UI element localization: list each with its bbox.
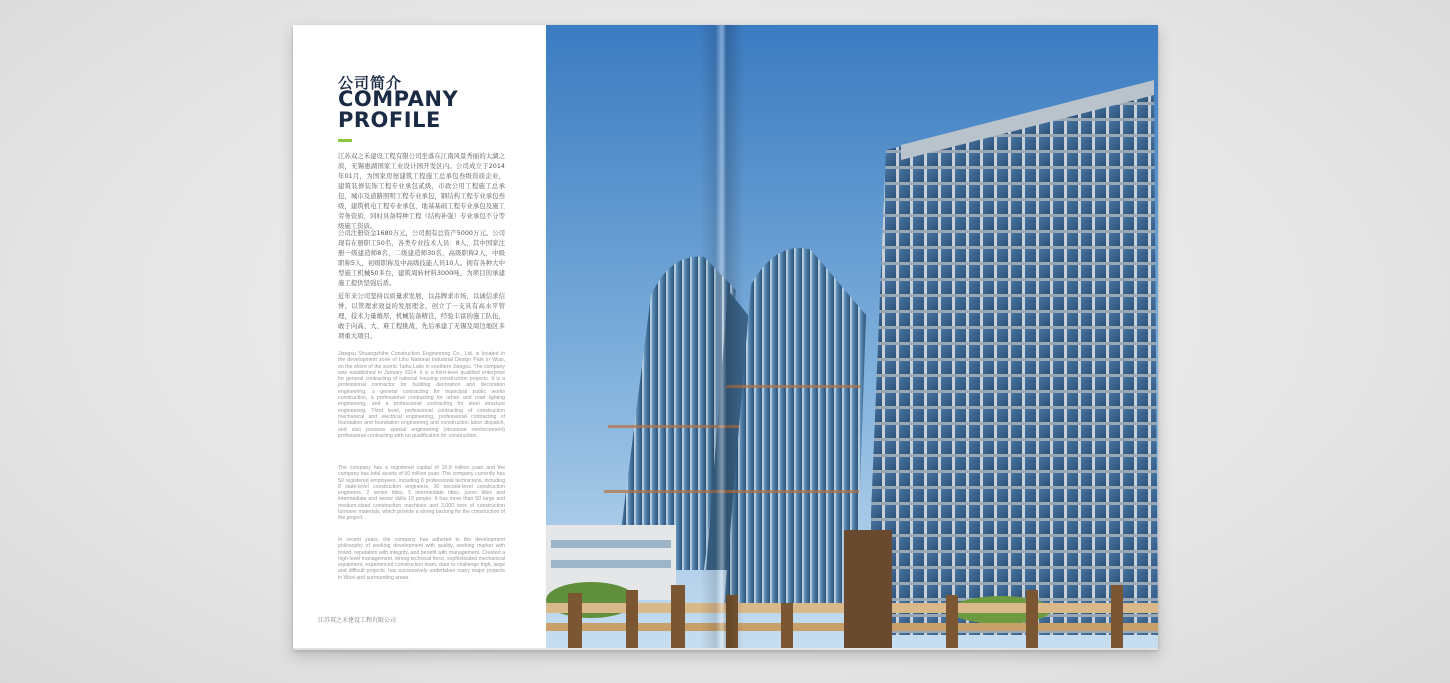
cn-paragraph-1: 江苏双之禾建设工程有限公司坐落在江南风景秀丽的太湖之滨，无锡惠湖国家工业设计园开发区内。公司成立于2014年01月，为国家房屋建筑工程施工总承包叁级资质企业，建筑装修装饰工程专业承包贰级，市政公用工程施工总承包，城市及道路照明工程专业承包，钢结构工程专业承包叁级，建筑机电工程专业承包，地基基础工程专业承包及施工劳务资质，同时具备特种工程（结构补强）专业承包不分等级施工资质。	[338, 152, 505, 230]
building-photo	[546, 25, 1158, 648]
title-english	[338, 89, 458, 131]
accent-bar	[338, 139, 352, 142]
cityscape-illustration	[546, 25, 1158, 648]
en-paragraph-1: Jiangsu Shuangzhihe Construction Engineering Co., Ltd. is located in the development zone of Lihu National Industrial Design Park in Wuxi, on the shore of the scenic Taihu Lake in southern Jiangsu. The company was established in January 2014. It is a third-level qualified enterprise for general contracting of national housing construction projects. It is a professional contractor for building decoration and decoration engineering, a general contracting for municipal public works construction, a professional contracting for urban and road lighting engineering, and a professional contracting for steel structure engineering. Third level, professional contracting of construction mechanical and electrical engineering, professional contracting of foundation and foundation engineering and construction labor dispatch, and also possess special engineering (structural reinforcement) professional contracting with no qualification for construction.	[338, 351, 505, 439]
cn-paragraph-2: 公司注册资金1680万元，公司拥有总资产5000万元。公司现有在册职工50名，各类专业技术人员：8人，其中国家注册一级建造师8名，二级建造师30名，高级职称2人，中级职称5人，初级职称及中高级技能人员10人。拥有各种大中型施工机械50多台，建筑周转材料3000吨，为项目的承建施工提供坚强后盾。	[338, 229, 505, 287]
right-office-building	[866, 80, 1158, 635]
cn-paragraph-3: 近年来公司坚持以质量求发展，以品牌求市场，以诚信求信誉，以管理求效益的发展理念，创立了一支具有高水平管理，技术力量雄厚，机械装备精良，经验丰富的施工队伍，敢于向高、大、难工程挑战，先后承建了无锡及周边地区多项重大项目。	[338, 292, 505, 340]
en-paragraph-2: The company has a registered capital of 16.8 million yuan and the company has total assets of 50 million yuan. The company currently has 50 registered employees, including 8 professional technicians, including 8 state-level construction engineers, 30 second-level construction engineers, 2 senior titles, 5 intermediate titles, junior titles and intermediate and senior skills 10 people. It has more than 50 large and medium-sized construction machines and 3,000 tons of construction turnover materials, which provide a strong backing for the construction of the project.	[338, 465, 505, 522]
en-paragraph-3: In recent years, the company has adhered to the development philosophy of seeking development with quality, seeking market with brand, reputation with integrity, and benefit with management. Created a high-level management, strong technical force, sophisticated mechanical equipment, experienced construction team, dare to challenge high, large and difficult projects, has successively undertaken many major projects in Wuxi and surrounding areas.	[338, 537, 505, 581]
title-english-line1: COMPANY	[338, 87, 459, 111]
footer-company-name: 江苏双之禾建设工程有限公司	[318, 617, 397, 624]
title-english-line2: PROFILE	[338, 108, 441, 132]
title-chinese: 公司简介	[338, 74, 403, 92]
